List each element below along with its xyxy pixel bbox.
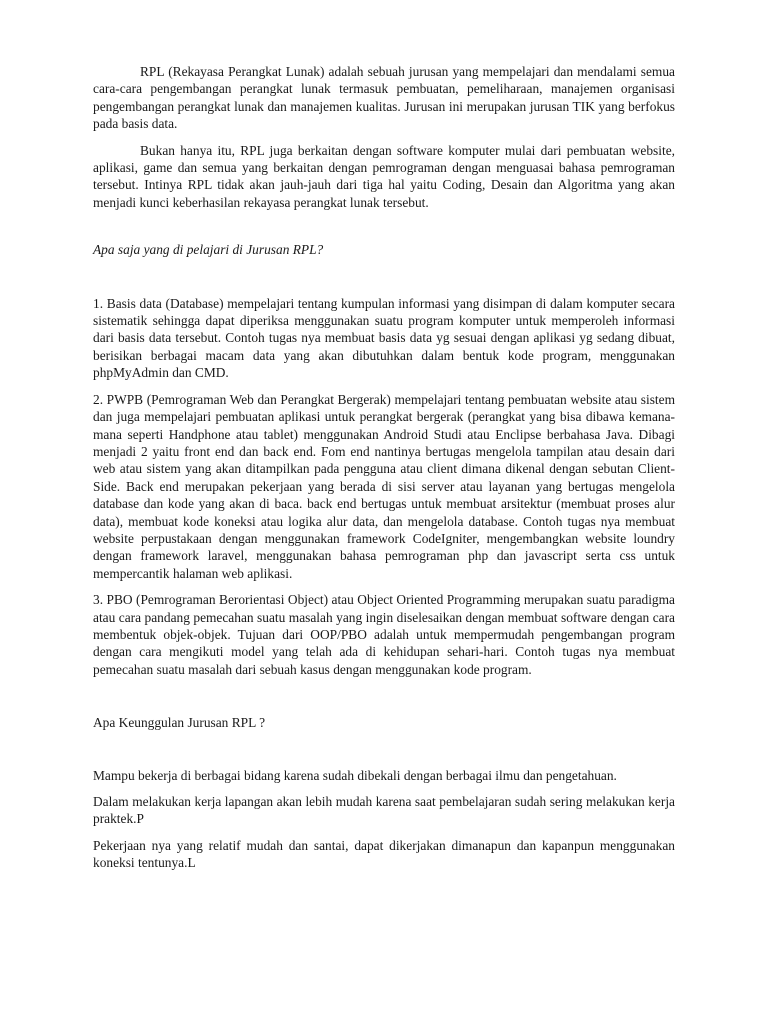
section-heading-advantages: Apa Keunggulan Jurusan RPL ? (93, 715, 266, 731)
advantage-item-3: Pekerjaan nya yang relatif mudah dan santai, dapat dikerjakan dimanapun dan kapanpun menggunakan koneksi tentunya.L (93, 837, 675, 871)
advantage-item-1: Mampu bekerja di berbagai bidang karena sudah dibekali dengan berbagai ilmu dan pengetahuan. (93, 767, 617, 783)
intro-paragraph-1: RPL (Rekayasa Perangkat Lunak) adalah sebuah jurusan yang mempelajari dan mendalami semua cara-cara pengembangan perangkat lunak termasuk pembuatan, pemeliharaan, manajemen organisasi pengembangan perangkat lunak dan manajemen kualitas. Jurusan ini merupakan jurusan TIK yang berfokus pada basis data. (93, 64, 675, 132)
document-page (93, 63, 675, 872)
curriculum-item-database: 1. Basis data (Database) mempelajari tentang kumpulan informasi yang disimpan di dalam komputer secara sistematik sehingga dapat diperiksa menggunakan suatu program komputer untuk memperoleh informasi dari basis data tersebut. Contoh tugas nya membuat basis data yg sesuai dengan aplikasi yg sedang dibuat, berisikan berbagai macam data yang akan dibutuhkan dalam bentuk kode program, menggunakan phpMyAdmin dan CMD. (93, 295, 675, 381)
curriculum-item-pbo: 3. PBO (Pemrograman Berorientasi Object) atau Object Oriented Programming merupakan suatu paradigma atau cara pandang pemecahan suatu masalah yang ingin diselesaikan dengan membuat software dengan cara membentuk objek-objek. Tujuan dari OOP/PBO adalah untuk mempermudah pengembangan program dengan cara mengikuti model yang telah ada di kehidupan sehari-hari. Contoh tugas nya membuat pemecahan suatu masalah dari sebuah kasus dengan menggunakan kode program. (93, 592, 675, 677)
intro-paragraph-2: Bukan hanya itu, RPL juga berkaitan dengan software komputer mulai dari pembuatan website, aplikasi, game dan semua yang berkaitan dengan pemrograman dengan menguasai bahasa pemrograman tersebut. Intinya RPL tidak akan jauh-jauh dari tiga hal yaitu Coding, Desain dan Algoritma yang akan menjadi kunci keberhasilan rekayasa perangkat lunak tersebut. (93, 142, 675, 210)
advantage-item-2: Dalam melakukan kerja lapangan akan lebih mudah karena saat pembelajaran sudah sering melakukan kerja praktek.P (93, 794, 675, 827)
section-heading-curriculum: Apa saja yang di pelajari di Jurusan RPL? (93, 242, 324, 258)
curriculum-item-pwpb: 2. PWPB (Pemrograman Web dan Perangkat Bergerak) mempelajari tentang pembuatan website atau sistem dan juga mempelajari pembuatan aplikasi untuk perangkat bergerak (perangkat yang bisa dibawa kemana-mana seperti Handphone atau tablet) menggunakan Android Studi atau Enclipse berbahasa Java. Dibagi menjadi 2 yaitu front end dan back end. Fom end nantinya bertugas mengelola tampilan atau desain dari web atau sistem yang akan ditampilkan pada pengguna atau client dimana dikenal dengan sebutan Client-Side. Back end merupakan pekerjaan yang berada di sisi server atau layanan yang bertugas mengelola database dan kode yang akan di baca. back end bertugas untuk membuat arsitektur (membuat proses alur data), membuat kode koneksi atau logika alur data, dan mengelola database. Contoh tugas nya membuat website perpustakaan dengan menggunakan framework CodeIgniter, mengembangkan website loundry dengan framework laravel, menggunakan bahasa pemrograman php dan javascript serta css untuk mempercantik halaman web aplikasi. (93, 391, 675, 581)
